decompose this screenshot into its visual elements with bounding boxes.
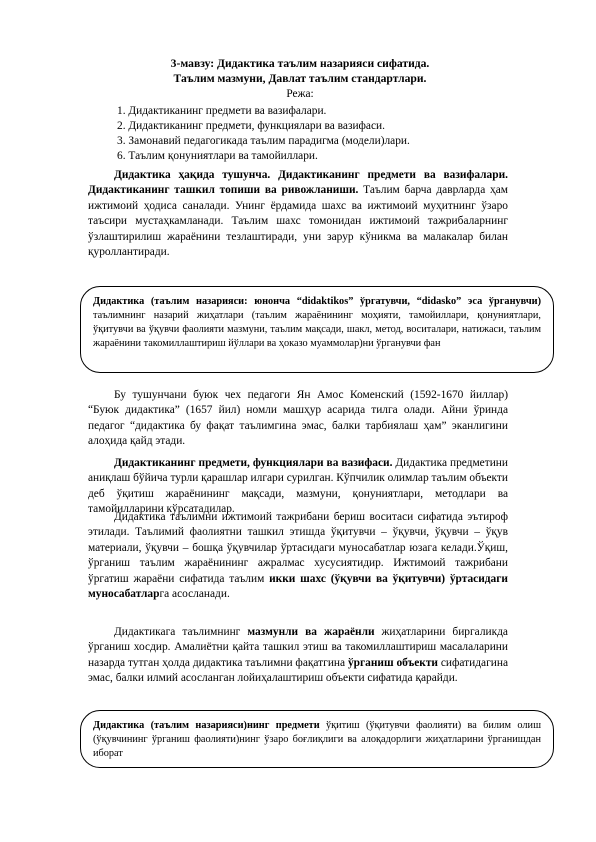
social-text: Дидактика таълимни ижтимоий тажрибани бериш воситаси сифатида эътироф этилади. Таълимий фаолиятни ташкил этишда ўқитувчи – ўқувчи, ўқувчи – ўқув материали, ўқувчи – бошқа ўқувчилар ўртасидаги муносабатлар юзага келади.Ўқиш, ўрганиш таълим жараёнининг ажралмас хусусиятидир. Ижтимоий тажрибани ўргатиш жараёни сифатида таълим bbox=[88, 511, 508, 585]
social-experience-paragraph bbox=[88, 510, 508, 602]
definition-box bbox=[80, 286, 554, 373]
plan-item: 1. Дидактиканинг предмети ва вазифалари. bbox=[117, 105, 327, 117]
plan-item: 2. Дидактиканинг предмети, функциялари ва вазифаси. bbox=[117, 120, 385, 132]
intro-lead: Дидактика ҳақида тушунча. Дидактиканинг предмети ва вазифалари. Дидактиканинг ташкил топиши ва ривожланиши. bbox=[88, 169, 508, 197]
subject-definition-lead: Дидактика (таълим назарияси)нинг предмети bbox=[93, 720, 320, 731]
subject-definition-text: ўқитиш (ўқитувчи фаолияти) ва билим олиш (ўқувчининг ўрганиш фаолияти)нинг ўзаро боғлиқлиги ва алоқадорлиги жиҳатларини ўрганишдан иборат bbox=[93, 720, 541, 759]
topic-title: 3-мавзу: Дидактика таълим назарияси сифатида. bbox=[170, 57, 430, 70]
definition-lead: Дидактика (таълим назарияси: юнонча “didaktikos” ўргатувчи, “didasko” эса ўрганувчи) bbox=[93, 296, 541, 307]
design-text-1: Дидактикага таълимнинг bbox=[114, 626, 248, 638]
subject-paragraph bbox=[88, 456, 508, 518]
design-paragraph bbox=[88, 625, 508, 687]
social-bold: икки шахс (ўқувчи ва ўқитувчи) ўртасидаги муносабатлар bbox=[88, 572, 508, 601]
design-bold-2: ўрганиш объекти bbox=[347, 656, 438, 669]
subject-definition-box bbox=[80, 710, 554, 768]
definition-text: таълимнинг назарий жиҳатлари (таълим жараёнининг моҳияти, тамойиллари, қонуниятлари, ўқитувчи ва ўқувчи фаолияти мазмуни, таълим мақсади, шакл, метод, воситалари, натижаси, таълим жараёнини такомиллаштириш йўллари ва ҳоказо муаммолар)ни ўрганувчи фан bbox=[93, 310, 541, 349]
design-bold-1: мазмунли ва жараёнли bbox=[247, 626, 375, 638]
intro-paragraph bbox=[88, 168, 508, 260]
design-text-2: жиҳатларини биргаликда ўрганиш хосдир. Амалиётни қайта ташкил этиш ва такомиллаштириш масалаларини назарда тутган ҳолда дидактика таълимни фақатгина bbox=[88, 626, 508, 669]
plan-item: 3. Замонавий педагогикада таълим парадигма (модели)лари. bbox=[117, 135, 410, 147]
plan-heading: Режа: bbox=[286, 88, 314, 100]
subject-lead: Дидактиканинг предмети, функциялари ва вазифаси. bbox=[114, 457, 393, 469]
social-tail: га асосланади. bbox=[159, 588, 230, 601]
plan-item: 6. Таълим қонуниятлари ва тамойиллари. bbox=[117, 150, 318, 162]
design-text-3: сифатидагина эмас, балки илмий асосланган лойиҳалаштириш объекти сифатида қарайди. bbox=[88, 656, 509, 685]
topic-subtitle: Таълим мазмуни, Давлат таълим стандартлари. bbox=[173, 72, 427, 85]
subject-text: Дидактика предметини аниқлаш бўйича турли қарашлар илгари сурилган. Кўпчилик олимлар таълим объекти деб ўқитиш жараёнининг мақсади, мазмуни, қонуниятлари, методлари ва тамойилларини кўрсатадилар. bbox=[88, 457, 509, 516]
comenius-paragraph: Бу тушунчани буюк чех педагоги Ян Амос Коменский (1592-1670 йиллар) “Буюк дидактика” (1657 йил) номли машҳур асарида тилга олади. Айни ўринда педагог “дидактика бу фақат таълимгина эмас, балки тарбиялаш ҳам” эканлигини алоҳида қайд этади. bbox=[88, 389, 508, 448]
intro-text: Таълим барча даврларда ҳам ижтимоий ҳодиса саналади. Унинг ёрдамида шахс ва ижтимоий муҳитнинг ўзаро таъсири мустаҳкамланади. Таълим шахс томонидан ижтимоий тажрибаларнинг ўзлаштирилиш жараёнини тезлаштиради, уни зарур кўникма ва малакалар билан қуроллантиради. bbox=[88, 184, 509, 259]
